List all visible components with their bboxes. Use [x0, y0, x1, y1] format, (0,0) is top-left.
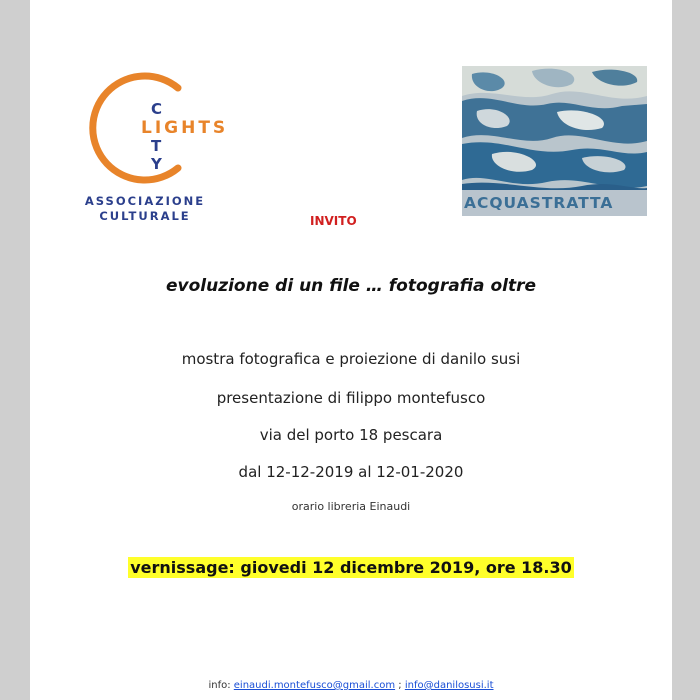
opening-hours: orario libreria Einaudi [291, 500, 411, 513]
city-lights-logo [60, 62, 230, 232]
contacts-prefix: info: [208, 680, 231, 691]
email-link-danilosusi[interactable]: info@danilosusi.it [404, 680, 494, 691]
invitation-page [30, 0, 672, 700]
logo-associazione: ASSOCIAZIONE [84, 194, 206, 208]
logo-lights-text: LIGHTS [141, 118, 229, 138]
acquastratta-photo [462, 66, 647, 216]
info-line-presentation: presentazione di filippo montefusco [216, 389, 486, 407]
contacts-separator: ; [398, 680, 402, 691]
exhibition-title: evoluzione di un file … fotografia oltre [165, 276, 536, 296]
logo-letter-t: T [151, 137, 162, 155]
invito-heading: INVITO [310, 214, 357, 228]
contacts-line [30, 680, 672, 691]
email-link-einaudi[interactable]: einaudi.montefusco@gmail.com [233, 680, 396, 691]
photo-caption: ACQUASTRATTA [462, 190, 647, 216]
info-line-address: via del porto 18 pescara [259, 426, 443, 444]
logo-culturale: CULTURALE [99, 209, 191, 223]
logo-letter-y: Y [151, 155, 162, 173]
info-line-exhibition: mostra fotografica e proiezione di danilo susi [181, 350, 521, 368]
vernissage-highlight: vernissage: giovedi 12 dicembre 2019, ore 18.30 [130, 558, 572, 577]
logo-letter-c: C [151, 100, 163, 118]
info-line-dates: dal 12-12-2019 al 12-01-2020 [238, 463, 464, 481]
vernissage-block [30, 558, 672, 577]
